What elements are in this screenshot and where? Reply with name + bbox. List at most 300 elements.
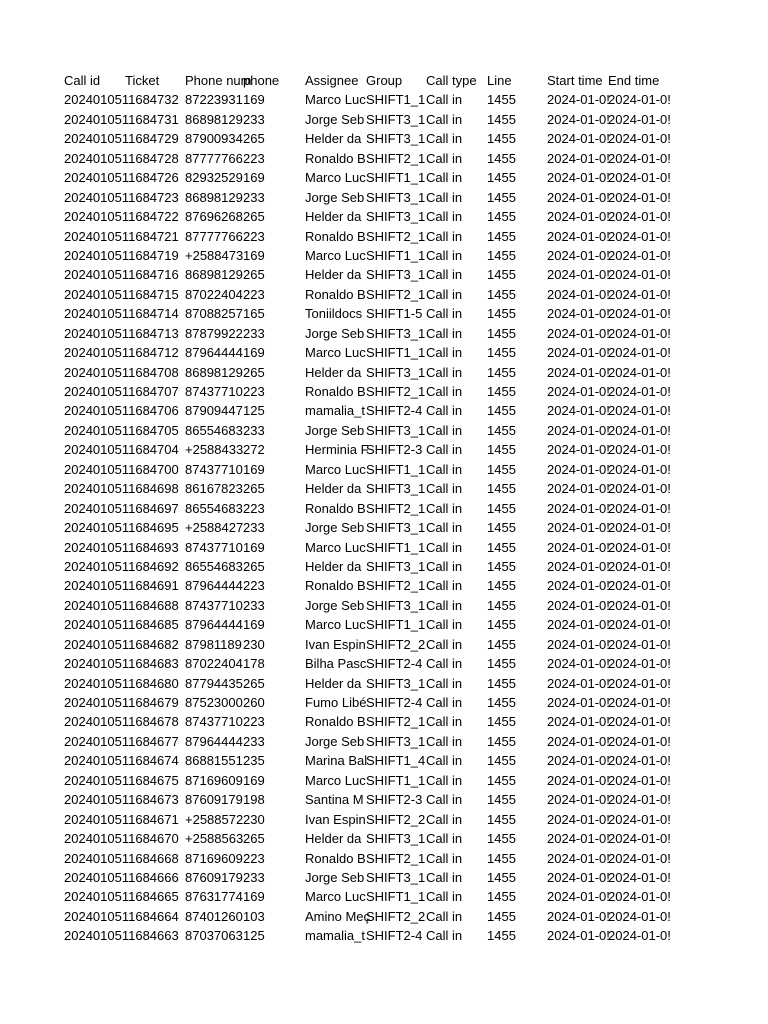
cell-group: SHIFT2-4 xyxy=(366,656,423,672)
cell-line: 1455 xyxy=(487,831,516,847)
cell-phone-num: 87696268 xyxy=(185,209,243,225)
cell-assignee: Ronaldo B xyxy=(305,228,366,244)
cell-call-type: Call in xyxy=(426,111,463,127)
cell-call-type: Call in xyxy=(426,228,463,244)
cell-assignee: Jorge Seb xyxy=(305,422,365,438)
cell-ticket xyxy=(125,868,185,887)
cell-end-time: 2024-01-0! xyxy=(608,461,671,477)
cell-call-id: 2024010511684670 xyxy=(64,831,179,847)
cell-ticket xyxy=(125,887,185,906)
cell-phone-num: 87437710 xyxy=(185,714,243,730)
cell-phone: 223 xyxy=(243,850,265,866)
cell-line: 1455 xyxy=(487,675,516,691)
cell-assignee: Ronaldo B xyxy=(305,384,366,399)
cell-call-id: 2024010511684698 xyxy=(64,481,179,497)
cell-assignee: Helder da xyxy=(305,209,362,225)
cell-phone: 169 xyxy=(243,92,265,108)
cell-assignee: Fumo Libé xyxy=(305,695,367,710)
cell-phone: 233 xyxy=(243,597,265,613)
cell-line: 1455 xyxy=(487,306,516,322)
cell-phone: 233 xyxy=(243,325,265,341)
cell-group: SHIFT3_1 xyxy=(366,131,426,147)
cell-group: SHIFT1_4 xyxy=(366,753,426,769)
cell-assignee: Jorge Seb xyxy=(305,597,365,613)
cell-start-time: 2024-01-0! xyxy=(547,889,610,905)
header-assignee: Assignee xyxy=(305,73,359,88)
cell-line: 1455 xyxy=(487,189,516,205)
cell-end-time: 2024-01-0! xyxy=(608,733,671,749)
cell-ticket xyxy=(125,382,185,401)
cell-assignee: mamalia_t xyxy=(305,403,365,419)
cell-call-type: Call in xyxy=(426,792,463,808)
cell-phone: 233 xyxy=(243,111,265,127)
cell-ticket xyxy=(125,654,185,673)
cell-ticket xyxy=(125,285,185,304)
cell-phone-num: 87964444 xyxy=(185,345,243,361)
cell-call-type: Call in xyxy=(426,481,463,497)
cell-call-type: Call in xyxy=(426,928,463,944)
cell-call-type: Call in xyxy=(426,209,463,225)
cell-ticket xyxy=(125,829,185,848)
cell-start-time: 2024-01-0! xyxy=(547,520,610,536)
cell-start-time: 2024-01-0! xyxy=(547,695,610,710)
cell-call-type: Call in xyxy=(426,850,463,866)
cell-ticket xyxy=(125,576,185,595)
cell-phone: 169 xyxy=(243,247,265,263)
cell-phone-num: 86898129 xyxy=(185,189,243,205)
cell-end-time: 2024-01-0! xyxy=(608,442,671,458)
cell-phone: 265 xyxy=(243,558,265,574)
cell-call-type: Call in xyxy=(426,131,463,147)
cell-line: 1455 xyxy=(487,481,516,497)
cell-end-time: 2024-01-0! xyxy=(608,422,671,438)
cell-ticket xyxy=(125,440,185,459)
cell-end-time: 2024-01-0! xyxy=(608,617,671,633)
cell-phone: 223 xyxy=(243,150,265,166)
cell-phone: 169 xyxy=(243,539,265,555)
cell-call-type: Call in xyxy=(426,461,463,477)
cell-phone: 223 xyxy=(243,384,265,399)
cell-call-id: 2024010511684682 xyxy=(64,636,179,652)
cell-phone-num: 86554683 xyxy=(185,422,243,438)
cell-group: SHIFT3_1 xyxy=(366,325,426,341)
cell-ticket xyxy=(125,363,185,382)
cell-call-id: 2024010511684693 xyxy=(64,539,179,555)
cell-end-time: 2024-01-0! xyxy=(608,831,671,847)
cell-group: SHIFT3_1 xyxy=(366,831,426,847)
cell-group: SHIFT1_1 xyxy=(366,170,426,186)
cell-assignee: Jorge Seb xyxy=(305,111,365,127)
cell-end-time: 2024-01-0! xyxy=(608,364,671,380)
cell-end-time: 2024-01-0! xyxy=(608,578,671,594)
cell-end-time: 2024-01-0! xyxy=(608,675,671,691)
cell-line: 1455 xyxy=(487,267,516,283)
cell-call-type: Call in xyxy=(426,539,463,555)
cell-group: SHIFT2_1 xyxy=(366,384,426,399)
cell-line: 1455 xyxy=(487,578,516,594)
cell-assignee: Jorge Seb xyxy=(305,520,365,536)
cell-start-time: 2024-01-0! xyxy=(547,461,610,477)
cell-assignee: Jorge Seb xyxy=(305,325,365,341)
cell-assignee: Ivan Espin xyxy=(305,636,366,652)
cell-ticket xyxy=(125,304,185,323)
cell-start-time: 2024-01-0! xyxy=(547,92,610,108)
cell-phone: 223 xyxy=(243,500,265,516)
cell-start-time: 2024-01-0! xyxy=(547,578,610,594)
cell-call-type: Call in xyxy=(426,675,463,691)
cell-assignee: Marco Luc xyxy=(305,345,366,361)
cell-line: 1455 xyxy=(487,520,516,536)
cell-ticket xyxy=(125,712,185,731)
cell-phone-num: 87964444 xyxy=(185,733,243,749)
cell-assignee: Marina Bal xyxy=(305,753,368,769)
cell-ticket xyxy=(125,790,185,809)
cell-ticket xyxy=(125,557,185,576)
cell-line: 1455 xyxy=(487,869,516,885)
cell-start-time: 2024-01-0! xyxy=(547,422,610,438)
cell-call-id: 2024010511684692 xyxy=(64,558,179,574)
cell-assignee: Marco Luc xyxy=(305,617,366,633)
cell-call-id: 2024010511684664 xyxy=(64,908,179,924)
cell-group: SHIFT2_1 xyxy=(366,578,426,594)
cell-phone: 165 xyxy=(243,306,265,322)
cell-group: SHIFT2_2 xyxy=(366,811,426,827)
cell-start-time: 2024-01-0! xyxy=(547,831,610,847)
cell-call-id: 2024010511684665 xyxy=(64,889,179,905)
cell-end-time: 2024-01-0! xyxy=(608,170,671,186)
cell-group: SHIFT3_1 xyxy=(366,209,426,225)
cell-ticket xyxy=(125,926,185,945)
cell-phone: 233 xyxy=(243,422,265,438)
cell-call-type: Call in xyxy=(426,92,463,108)
cell-ticket xyxy=(125,90,185,109)
cell-call-id: 2024010511684705 xyxy=(64,422,179,438)
cell-call-id: 2024010511684691 xyxy=(64,578,179,594)
cell-phone-num: +2588433 xyxy=(185,442,244,458)
cell-end-time: 2024-01-0! xyxy=(608,811,671,827)
cell-end-time: 2024-01-0! xyxy=(608,345,671,361)
cell-phone: 265 xyxy=(243,131,265,147)
cell-assignee: Marco Luc xyxy=(305,170,366,186)
cell-end-time: 2024-01-0! xyxy=(608,792,671,808)
cell-call-id: 2024010511684728 xyxy=(64,150,179,166)
cell-line: 1455 xyxy=(487,714,516,730)
cell-line: 1455 xyxy=(487,150,516,166)
cell-assignee: Jorge Seb xyxy=(305,189,365,205)
cell-line: 1455 xyxy=(487,92,516,108)
header-call-id: Call id xyxy=(64,73,101,88)
cell-end-time: 2024-01-0! xyxy=(608,150,671,166)
cell-call-id: 2024010511684663 xyxy=(64,928,179,944)
cell-end-time: 2024-01-0! xyxy=(608,558,671,574)
cell-group: SHIFT3_1 xyxy=(366,558,426,574)
cell-phone-num: 87900934 xyxy=(185,131,243,147)
cell-end-time: 2024-01-0! xyxy=(608,908,671,924)
cell-group: SHIFT1_1 xyxy=(366,539,426,555)
cell-phone-num: 87037063 xyxy=(185,928,243,944)
cell-line: 1455 xyxy=(487,928,516,944)
cell-start-time: 2024-01-0! xyxy=(547,189,610,205)
cell-ticket xyxy=(125,907,185,926)
cell-start-time: 2024-01-0! xyxy=(547,753,610,769)
cell-call-id: 2024010511684712 xyxy=(64,345,179,361)
cell-end-time: 2024-01-0! xyxy=(608,481,671,497)
cell-ticket xyxy=(125,460,185,479)
cell-assignee: Ronaldo B xyxy=(305,286,366,302)
cell-phone-num: 87437710 xyxy=(185,384,243,399)
cell-start-time: 2024-01-0! xyxy=(547,111,610,127)
header-phone-num: Phone num xyxy=(185,73,252,88)
cell-group: SHIFT3_1 xyxy=(366,422,426,438)
cell-assignee: Herminia F xyxy=(305,442,369,458)
cell-end-time: 2024-01-0! xyxy=(608,714,671,730)
cell-phone-num: 87609179 xyxy=(185,869,243,885)
cell-end-time: 2024-01-0! xyxy=(608,520,671,536)
cell-call-type: Call in xyxy=(426,733,463,749)
cell-phone: 223 xyxy=(243,578,265,594)
cell-phone-num: 87794435 xyxy=(185,675,243,691)
cell-phone-num: 87964444 xyxy=(185,617,243,633)
cell-call-type: Call in xyxy=(426,908,463,924)
cell-phone-num: 86167823 xyxy=(185,481,243,497)
cell-ticket xyxy=(125,518,185,537)
cell-phone: 103 xyxy=(243,908,265,924)
cell-line: 1455 xyxy=(487,539,516,555)
cell-call-type: Call in xyxy=(426,772,463,788)
cell-group: SHIFT1_1 xyxy=(366,617,426,633)
cell-phone-num: 82932529 xyxy=(185,170,243,186)
cell-group: SHIFT2_2 xyxy=(366,636,426,652)
cell-group: SHIFT3_1 xyxy=(366,733,426,749)
cell-group: SHIFT2-3 xyxy=(366,442,423,458)
cell-call-type: Call in xyxy=(426,617,463,633)
cell-line: 1455 xyxy=(487,753,516,769)
cell-line: 1455 xyxy=(487,772,516,788)
cell-phone: 265 xyxy=(243,481,265,497)
cell-line: 1455 xyxy=(487,597,516,613)
cell-assignee: mamalia_t xyxy=(305,928,365,944)
cell-assignee: Marco Luc xyxy=(305,247,366,263)
cell-start-time: 2024-01-0! xyxy=(547,150,610,166)
cell-call-type: Call in xyxy=(426,597,463,613)
cell-phone-num: 86898129 xyxy=(185,267,243,283)
cell-end-time: 2024-01-0! xyxy=(608,286,671,302)
cell-assignee: Ronaldo B xyxy=(305,150,366,166)
cell-call-id: 2024010511684716 xyxy=(64,267,179,283)
cell-call-type: Call in xyxy=(426,695,463,710)
cell-call-id: 2024010511684704 xyxy=(64,442,179,458)
cell-group: SHIFT3_1 xyxy=(366,869,426,885)
cell-group: SHIFT3_1 xyxy=(366,520,426,536)
header-ticket: Ticket xyxy=(125,73,160,88)
cell-line: 1455 xyxy=(487,228,516,244)
cell-phone-num: +2588427 xyxy=(185,520,244,536)
cell-group: SHIFT2-4 xyxy=(366,928,423,944)
cell-start-time: 2024-01-0! xyxy=(547,636,610,652)
cell-call-type: Call in xyxy=(426,267,463,283)
cell-phone: 178 xyxy=(243,656,265,672)
cell-call-id: 2024010511684715 xyxy=(64,286,179,302)
cell-phone-num: 87777766 xyxy=(185,150,243,166)
cell-ticket xyxy=(125,149,185,168)
header-start-time: Start time xyxy=(547,73,603,88)
cell-start-time: 2024-01-0! xyxy=(547,170,610,186)
cell-group: SHIFT1_1 xyxy=(366,772,426,788)
cell-phone-num: +2588572 xyxy=(185,811,244,827)
cell-phone: 230 xyxy=(243,811,265,827)
cell-call-id: 2024010511684707 xyxy=(64,384,179,399)
cell-call-type: Call in xyxy=(426,753,463,769)
cell-end-time: 2024-01-0! xyxy=(608,695,671,710)
cell-line: 1455 xyxy=(487,111,516,127)
cell-ticket xyxy=(125,421,185,440)
cell-call-type: Call in xyxy=(426,578,463,594)
cell-end-time: 2024-01-0! xyxy=(608,636,671,652)
cell-phone-num: 87909447 xyxy=(185,403,243,419)
cell-phone-num: 86554683 xyxy=(185,558,243,574)
cell-phone: 169 xyxy=(243,461,265,477)
cell-assignee: Helder da xyxy=(305,267,362,283)
cell-phone: 169 xyxy=(243,889,265,905)
cell-call-id: 2024010511684706 xyxy=(64,403,179,419)
cell-line: 1455 xyxy=(487,286,516,302)
cell-ticket xyxy=(125,635,185,654)
cell-assignee: Jorge Seb xyxy=(305,733,365,749)
cell-phone-num: 87437710 xyxy=(185,539,243,555)
cell-phone: 265 xyxy=(243,267,265,283)
cell-call-id: 2024010511684671 xyxy=(64,811,179,827)
cell-end-time: 2024-01-0! xyxy=(608,228,671,244)
cell-phone: 235 xyxy=(243,753,265,769)
cell-end-time: 2024-01-0! xyxy=(608,247,671,263)
header-group: Group xyxy=(366,73,403,88)
cell-assignee: Santina M xyxy=(305,792,364,808)
cell-assignee: Marco Luc xyxy=(305,461,366,477)
cell-call-id: 2024010511684697 xyxy=(64,500,179,516)
cell-phone-num: 87401260 xyxy=(185,908,243,924)
cell-call-id: 2024010511684668 xyxy=(64,850,179,866)
cell-phone: 265 xyxy=(243,831,265,847)
cell-call-type: Call in xyxy=(426,831,463,847)
cell-call-type: Call in xyxy=(426,714,463,730)
cell-start-time: 2024-01-0! xyxy=(547,306,610,322)
cell-call-type: Call in xyxy=(426,422,463,438)
cell-line: 1455 xyxy=(487,636,516,652)
cell-call-type: Call in xyxy=(426,869,463,885)
cell-start-time: 2024-01-0! xyxy=(547,869,610,885)
cell-call-id: 2024010511684678 xyxy=(64,714,179,730)
cell-phone: 223 xyxy=(243,714,265,730)
cell-call-type: Call in xyxy=(426,150,463,166)
cell-phone: 169 xyxy=(243,345,265,361)
cell-start-time: 2024-01-0! xyxy=(547,364,610,380)
cell-phone: 198 xyxy=(243,792,265,808)
cell-start-time: 2024-01-0! xyxy=(547,558,610,574)
cell-call-type: Call in xyxy=(426,189,463,205)
cell-call-type: Call in xyxy=(426,384,463,399)
cell-line: 1455 xyxy=(487,908,516,924)
cell-call-id: 2024010511684732 xyxy=(64,92,179,108)
cell-group: SHIFT2_1 xyxy=(366,286,426,302)
cell-call-type: Call in xyxy=(426,306,463,322)
cell-group: SHIFT2_1 xyxy=(366,500,426,516)
cell-phone-num: 87022404 xyxy=(185,286,243,302)
cell-ticket xyxy=(125,674,185,693)
cell-end-time: 2024-01-0! xyxy=(608,384,671,399)
cell-group: SHIFT1_1 xyxy=(366,247,426,263)
cell-phone: 230 xyxy=(243,636,265,652)
cell-end-time: 2024-01-0! xyxy=(608,325,671,341)
cell-assignee: Helder da xyxy=(305,831,362,847)
cell-start-time: 2024-01-0! xyxy=(547,384,610,399)
cell-phone: 233 xyxy=(243,733,265,749)
cell-call-type: Call in xyxy=(426,520,463,536)
cell-assignee: Ronaldo B xyxy=(305,714,366,730)
cell-call-id: 2024010511684688 xyxy=(64,597,179,613)
cell-start-time: 2024-01-0! xyxy=(547,617,610,633)
cell-end-time: 2024-01-0! xyxy=(608,772,671,788)
cell-end-time: 2024-01-0! xyxy=(608,539,671,555)
cell-assignee: Helder da xyxy=(305,481,362,497)
cell-phone: 125 xyxy=(243,403,265,419)
cell-phone-num: 87437710 xyxy=(185,461,243,477)
cell-call-id: 2024010511684695 xyxy=(64,520,179,536)
cell-call-id: 2024010511684722 xyxy=(64,209,179,225)
cell-call-type: Call in xyxy=(426,345,463,361)
cell-phone-num: 86881551 xyxy=(185,753,243,769)
cell-ticket xyxy=(125,499,185,518)
cell-end-time: 2024-01-0! xyxy=(608,131,671,147)
cell-line: 1455 xyxy=(487,656,516,672)
cell-line: 1455 xyxy=(487,325,516,341)
cell-ticket xyxy=(125,849,185,868)
header-end-time: End time xyxy=(608,73,660,88)
cell-line: 1455 xyxy=(487,131,516,147)
cell-line: 1455 xyxy=(487,461,516,477)
cell-assignee: Ronaldo B xyxy=(305,850,366,866)
cell-ticket xyxy=(125,693,185,712)
cell-phone: 223 xyxy=(243,228,265,244)
header-line: Line xyxy=(487,73,512,88)
cell-phone: 272 xyxy=(243,442,265,458)
cell-call-type: Call in xyxy=(426,325,463,341)
cell-end-time: 2024-01-0! xyxy=(608,189,671,205)
cell-phone-num: 87523000 xyxy=(185,695,243,710)
cell-line: 1455 xyxy=(487,384,516,399)
cell-call-type: Call in xyxy=(426,811,463,827)
cell-start-time: 2024-01-0! xyxy=(547,228,610,244)
cell-end-time: 2024-01-0! xyxy=(608,597,671,613)
cell-assignee: Jorge Seb xyxy=(305,869,365,885)
cell-start-time: 2024-01-0! xyxy=(547,811,610,827)
cell-start-time: 2024-01-0! xyxy=(547,500,610,516)
cell-call-id: 2024010511684729 xyxy=(64,131,179,147)
cell-end-time: 2024-01-0! xyxy=(608,500,671,516)
cell-start-time: 2024-01-0! xyxy=(547,597,610,613)
cell-ticket xyxy=(125,227,185,246)
cell-ticket xyxy=(125,129,185,148)
cell-call-type: Call in xyxy=(426,442,463,458)
cell-start-time: 2024-01-0! xyxy=(547,442,610,458)
cell-ticket xyxy=(125,401,185,420)
cell-line: 1455 xyxy=(487,442,516,458)
cell-call-type: Call in xyxy=(426,656,463,672)
cell-call-id: 2024010511684714 xyxy=(64,306,179,322)
cell-group: SHIFT2_2 xyxy=(366,908,426,924)
cell-group: SHIFT1_1 xyxy=(366,461,426,477)
cell-call-id: 2024010511684726 xyxy=(64,170,179,186)
cell-line: 1455 xyxy=(487,364,516,380)
